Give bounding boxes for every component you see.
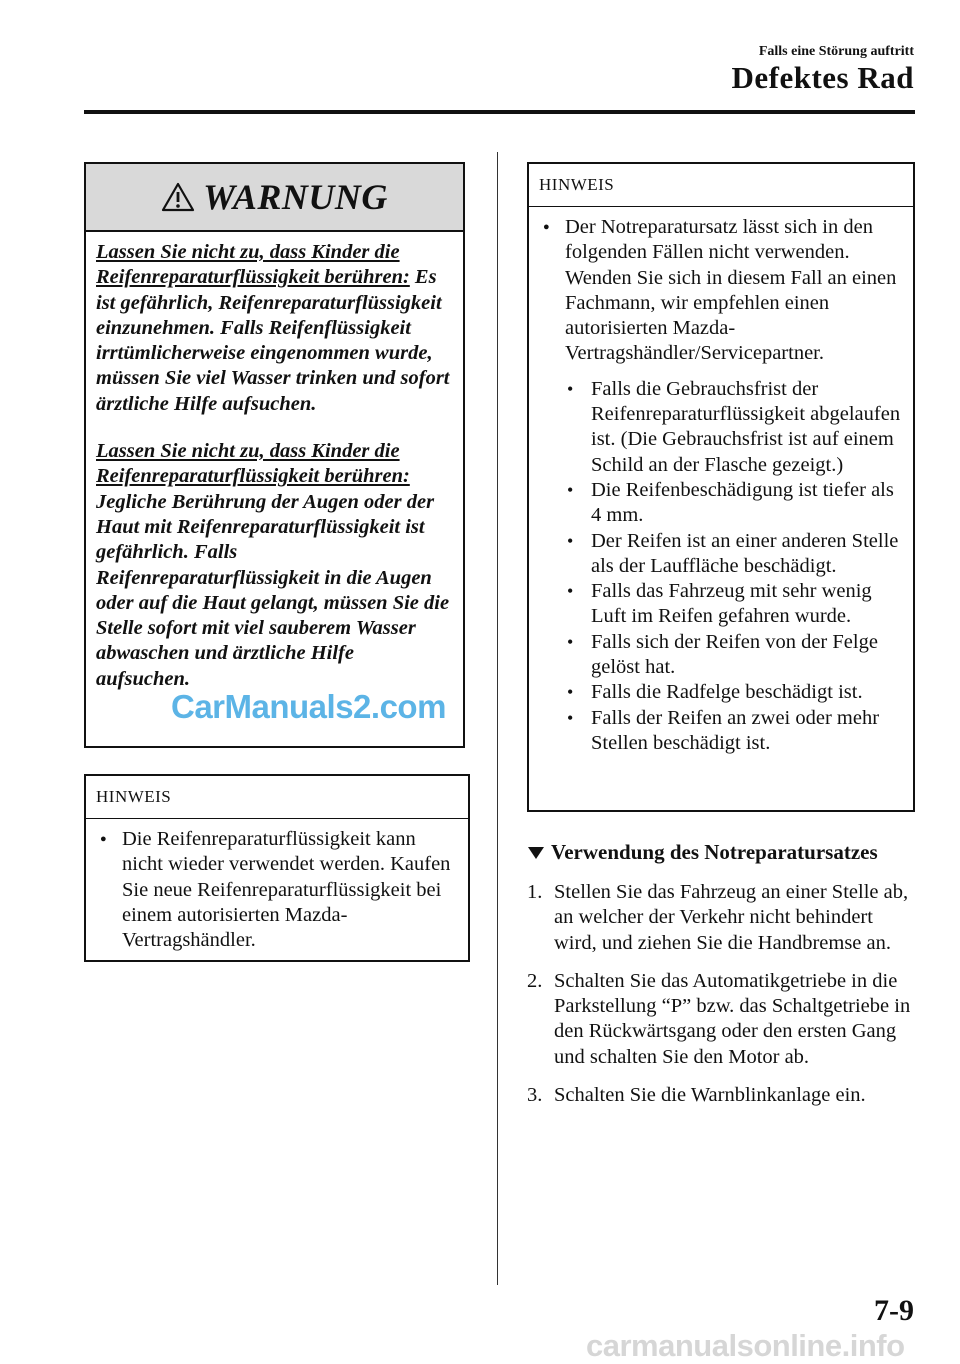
section-heading <box>527 840 919 865</box>
warning-paragraph-2-heading: Lassen Sie nicht zu, dass Kinder die Reifenreparaturflüssigkeit berühren: <box>96 440 410 488</box>
column-divider <box>497 152 498 1285</box>
watermark-footer: carmanualsonline.info <box>586 1328 905 1363</box>
note-box-right <box>527 162 915 812</box>
note-right-sub-item: • Die Reifenbeschädigung ist tiefer als 4 mm. <box>565 478 905 529</box>
note-right-sub-item: • Falls die Radfelge beschädigt ist. <box>565 680 905 705</box>
page-number: 7-9 <box>874 1294 914 1327</box>
note-right-sub-item: • Falls das Fahrzeug mit sehr wenig Luft im Reifen gefahren wurde. <box>565 579 905 630</box>
triangle-down-icon <box>527 846 545 860</box>
warning-paragraph-1 <box>96 240 453 417</box>
step-item <box>527 1083 919 1108</box>
warning-header <box>86 164 463 232</box>
step-number: 2. <box>527 969 543 992</box>
note-box-left <box>84 774 470 962</box>
step-text: Stellen Sie das Fahrzeug an einer Stelle ab, an welcher der Verkehr nicht behindert wird, und ziehen Sie die Handbremse an. <box>554 881 909 954</box>
watermark-overlay: CarManuals2.com <box>171 688 446 725</box>
step-item <box>527 880 919 956</box>
step-item <box>527 969 919 1070</box>
note-right-item <box>539 215 905 756</box>
step-text: Schalten Sie das Automatikgetriebe in die Parkstellung “P” bzw. das Schaltgetriebe in den Rückwärtsgang oder den ersten Gang und schalten Sie den Motor ab. <box>554 969 911 1068</box>
note-left-title: HINWEIS <box>86 776 468 819</box>
note-right-sub-item: • Der Reifen ist an einer anderen Stelle als der Lauffläche beschädigt. <box>565 529 905 580</box>
section-heading-text: Verwendung des Notreparatursatzes <box>551 840 878 864</box>
warning-paragraph-2 <box>96 439 453 692</box>
note-right-sub-item: • Falls der Reifen an zwei oder mehr Stellen beschädigt ist. <box>565 706 905 757</box>
warning-paragraph-2-text: Jegliche Berührung der Augen oder der Haut mit Reifenreparaturflüssigkeit ist gefährlich. Falls Reifenreparaturflüssigkeit in die Augen oder auf die Haut gelangt, müssen Sie die Stelle sofort mit viel sauberem Wasser abwaschen und ärztliche Hilfe aufsuchen. <box>96 490 450 690</box>
note-right-list <box>529 207 913 756</box>
warning-paragraph-1-heading: Lassen Sie nicht zu, dass Kinder die Reifenreparaturflüssigkeit berühren: <box>96 241 410 289</box>
step-number: 1. <box>527 881 543 903</box>
warning-title: WARNUNG <box>203 177 388 217</box>
warning-box <box>84 162 465 748</box>
page-title: Defektes Rad <box>731 60 914 95</box>
note-right-sub-list <box>565 377 905 756</box>
note-left-item: ● Die Reifenreparaturflüssigkeit kann nicht wieder verwendet werden. Kaufen Sie neue Reifenreparaturflüssigkeit bei einem autorisierten Mazda-Vertragshändler. <box>96 827 460 953</box>
note-right-title: HINWEIS <box>529 164 913 207</box>
warning-paragraph-1-text: Es ist gefährlich, Reifenreparaturflüssigkeit einzunehmen. Falls Reifenflüssigkeit irrtümlicherweise eingenommen wurde, müssen Sie viel Wasser trinken und sofort ärztliche Hilfe aufsuchen. <box>96 266 450 415</box>
steps-list <box>527 880 919 1121</box>
header-rule <box>84 110 915 114</box>
step-text: Schalten Sie die Warnblinkanlage ein. <box>554 1084 866 1107</box>
note-right-item-text: Der Notreparatursatz lässt sich in den folgenden Fällen nicht verwenden. Wenden Sie sich in diesem Fall an einen Fachmann, wir empfehlen einen autorisierten Mazda-Vertragshändler/Servicepartner. <box>565 216 897 365</box>
step-number: 3. <box>527 1084 543 1107</box>
warning-body <box>86 232 463 692</box>
header-section-label: Falls eine Störung auftritt <box>758 44 914 59</box>
note-right-sub-item: • Falls sich der Reifen von der Felge gelöst hat. <box>565 630 905 681</box>
note-right-sub-item: • Falls die Gebrauchsfrist der Reifenreparaturflüssigkeit abgelaufen ist. (Die Gebrauchsfrist ist auf einem Schild an der Flasche gezeigt.) <box>565 377 905 478</box>
note-left-list <box>86 819 468 953</box>
warning-triangle-icon <box>161 182 195 212</box>
